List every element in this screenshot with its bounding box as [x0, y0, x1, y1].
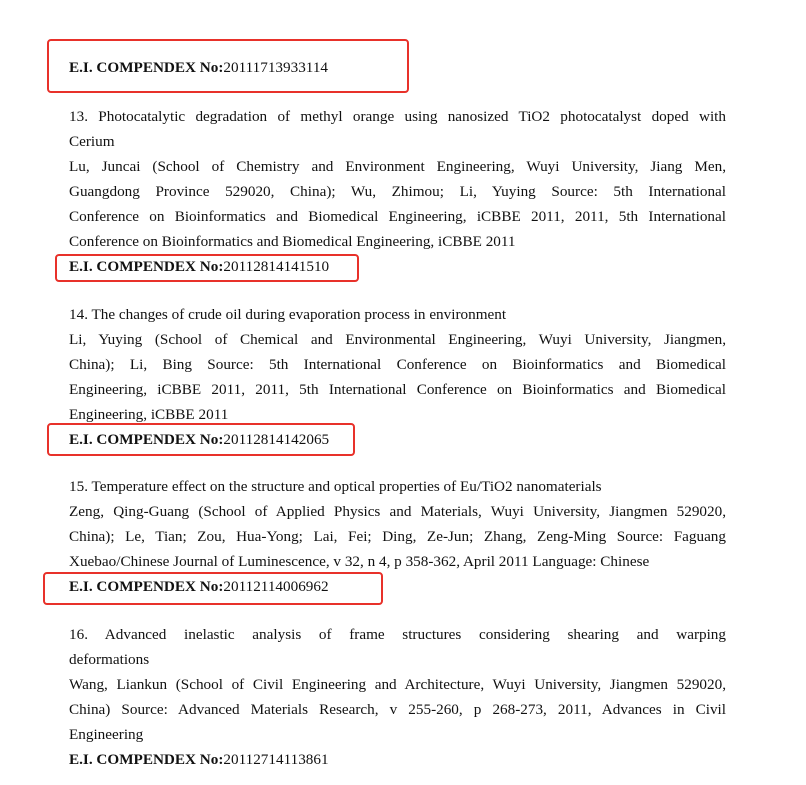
- entry-author-line: China); Le, Tian; Zou, Hua-Yong; Lai, Fei; Ding, Ze-Jun; Zhang, Zeng-Ming Source: Faguang: [69, 528, 726, 545]
- ei-label: E.I. COMPENDEX No:: [69, 751, 224, 768]
- reference-entry-15: [69, 474, 726, 599]
- entry-author-line: Guangdong Province 529020, China); Wu, Zhimou; Li, Yuying Source: 5th International: [69, 183, 726, 200]
- ei-record-line: [69, 574, 726, 599]
- entry-source-line: Conference on Bioinformatics and Biomedical Engineering, iCBBE 2011, 2011, 5th International: [69, 208, 726, 225]
- ei-record-header: [69, 55, 328, 80]
- entry-title-line: Cerium: [69, 133, 115, 150]
- entry-source-line: Xuebao/Chinese Journal of Luminescence, v 32, n 4, p 358-362, April 2011 Language: Chinese: [69, 553, 650, 570]
- entry-title-line: 15. Temperature effect on the structure and optical properties of Eu/TiO2 nanomaterials: [69, 478, 602, 495]
- reference-entry-13: [69, 104, 726, 279]
- entry-author-line: Wang, Liankun (School of Civil Engineering and Architecture, Wuyi University, Jiangmen 529020,: [69, 676, 726, 693]
- entry-title-line: deformations: [69, 651, 150, 668]
- ei-number: 20112714113861: [223, 751, 329, 768]
- entry-source-line: Engineering, iCBBE 2011, 2011, 5th International Conference on Bioinformatics and Biomedical: [69, 381, 726, 398]
- entry-author-line: Lu, Juncai (School of Chemistry and Environment Engineering, Wuyi University, Jiang Men,: [69, 158, 726, 175]
- ei-label: E.I. COMPENDEX No:: [69, 431, 224, 448]
- ei-record-line: [69, 254, 726, 279]
- reference-entry-16: [69, 622, 726, 772]
- ei-label: E.I. COMPENDEX No:: [69, 258, 224, 275]
- entry-source-line: Engineering: [69, 726, 144, 743]
- entry-title-line: 14. The changes of crude oil during evaporation process in environment: [69, 306, 507, 323]
- ei-label: E.I. COMPENDEX No:: [69, 578, 224, 595]
- entry-author-line: Li, Yuying (School of Chemical and Environmental Engineering, Wuyi University, Jiangmen,: [69, 331, 726, 348]
- ei-record-line: [69, 427, 726, 452]
- reference-entry-14: [69, 302, 726, 452]
- ei-number: 20112814142065: [223, 431, 330, 448]
- ei-number: 20112814141510: [223, 258, 330, 275]
- ei-record-line: [69, 747, 726, 772]
- ei-number: 20111713933114: [223, 59, 329, 76]
- entry-title-line: 13. Photocatalytic degradation of methyl orange using nanosized TiO2 photocatalyst doped with: [69, 108, 726, 125]
- entry-source-line: Conference on Bioinformatics and Biomedical Engineering, iCBBE 2011: [69, 233, 516, 250]
- entry-source-line: Engineering, iCBBE 2011: [69, 406, 229, 423]
- entry-author-line: China); Li, Bing Source: 5th International Conference on Bioinformatics and Biomedical: [69, 356, 726, 373]
- ei-number: 20112114006962: [223, 578, 329, 595]
- entry-title-line: 16. Advanced inelastic analysis of frame structures considering shearing and warping: [69, 626, 726, 643]
- entry-source-line: China) Source: Advanced Materials Research, v 255-260, p 268-273, 2011, Advances in Civil: [69, 701, 726, 718]
- ei-label: E.I. COMPENDEX No:: [69, 59, 224, 76]
- entry-author-line: Zeng, Qing-Guang (School of Applied Physics and Materials, Wuyi University, Jiangmen 529020,: [69, 503, 726, 520]
